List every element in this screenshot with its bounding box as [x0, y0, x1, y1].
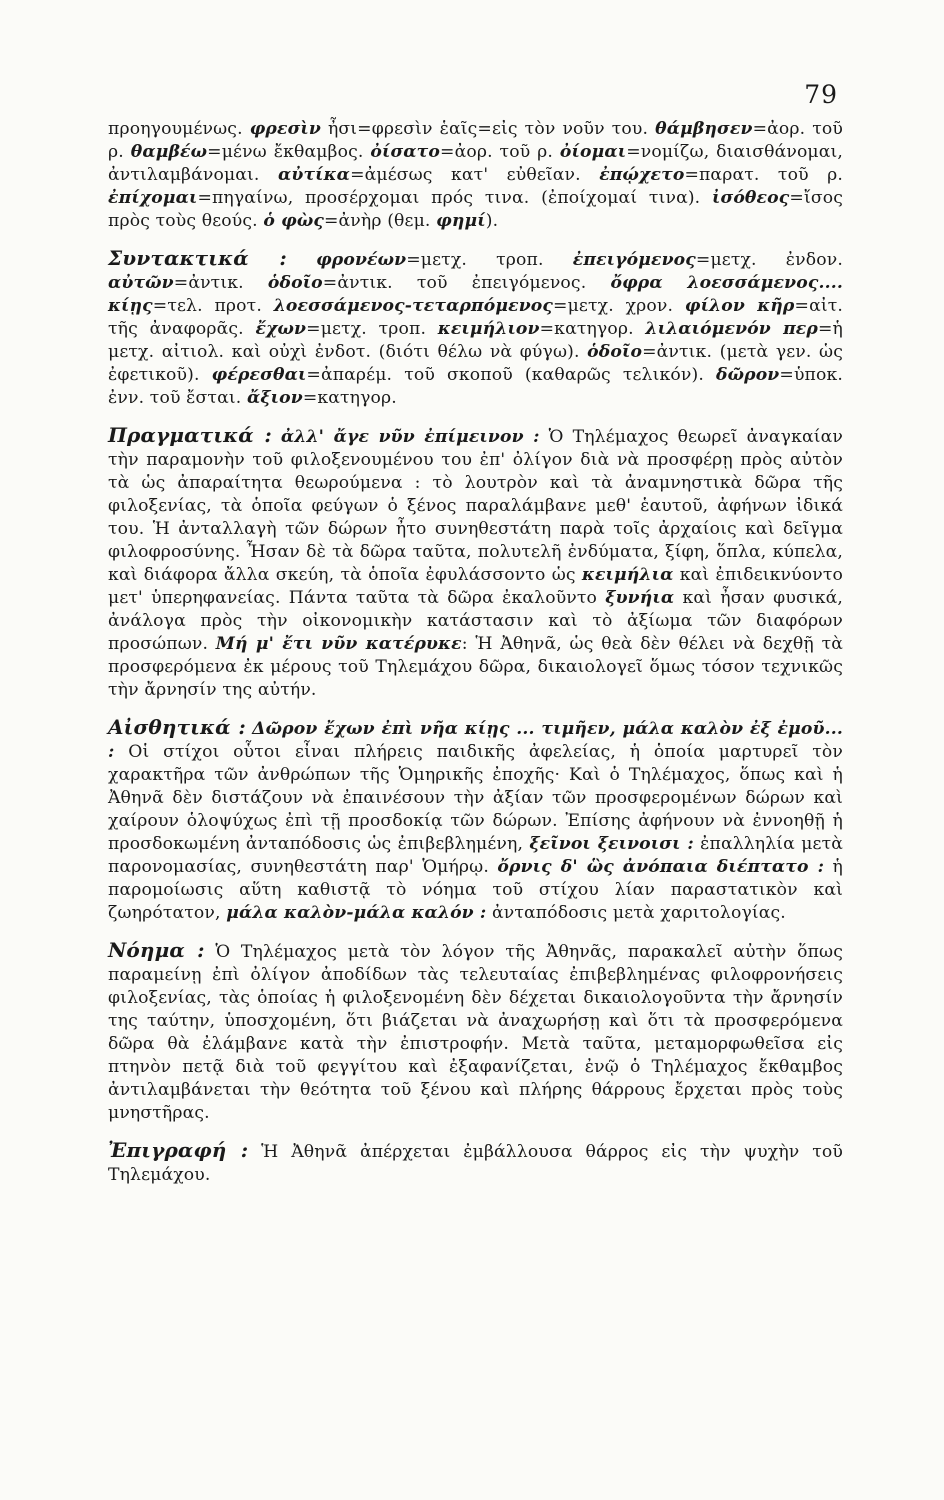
syntax-text: =μετχ. χρον. — [553, 296, 685, 316]
aesthetics-section — [108, 716, 843, 925]
syntax-term: ἐπειγόμενος — [572, 250, 696, 270]
realia-text — [272, 427, 281, 447]
realia-text: καὶ ἦσαν φυσικά, ἀνάλογα πρὸς τὴν οἰκονομικὴν κατάστασιν καὶ τὸ ἀξίωμα τῶν διαφόρων προσώπων. — [108, 588, 843, 654]
glossary-text: ἦσι=φρεσὶν ἑαῖς=εἰς τὸν νοῦν του. — [320, 119, 656, 139]
syntax-heading: Συντακτικά : — [108, 246, 287, 270]
meaning-text: Ὁ Τηλέμαχος μετὰ τὸν λόγον τῆς Ἀθηνᾶς, παρακαλεῖ αὐτὴν ὅπως παραμείνῃ ἐπὶ ὀλίγον ἀποδίδων τὰς τελευταίας ἐπιβεβλημένας φιλοφρονήσεις φιλοξενίας, τὰς ὁποίας ἡ φιλοξενομένη δὲν δέχεται δικαιολογοῦντα τὴν ἄρνησίν της ταύτην, ὑποσχομένη, ὅτι βιάζεται νὰ ἀναχωρήσῃ καὶ ὅτι τὰ προσφερόμενα δῶρα θὰ ἐλάμβανε κατὰ τὴν ἐπιστροφήν. Μετὰ ταῦτα, μεταμορφωθεῖσα εἰς πτηνὸν πετᾷ διὰ τοῦ φεγγίτου καὶ ἐξαφανίζεται, ἐνῷ ὁ Τηλέμαχος ἔκθαμβος ἀντιλαμβάνεται τὴν θεότητα τοῦ ξένου καὶ πλήρης θάρρους ἔρχεται πρὸς τοὺς μνηστῆρας. — [108, 942, 843, 1123]
syntax-text: =ἀντικ. — [173, 273, 268, 293]
aesthetics-text: ἐπαλληλία μετὰ παρονομασίας, συνηθεστάτη παρ' Ὁμήρῳ. — [108, 834, 843, 877]
glossary-term: ὁ φὼς — [263, 211, 324, 231]
syntax-section — [108, 247, 843, 410]
glossary-term: φημί — [436, 211, 486, 231]
glossary-text: =ἀνὴρ (θεμ. — [323, 211, 437, 231]
title-text: Ἡ Ἀθηνᾶ ἀπέρχεται ἐμβάλλουσα θάρρος εἰς τὴν ψυχὴν τοῦ Τηλεμάχου. — [108, 1142, 843, 1185]
glossary-term: θάμβησεν — [655, 119, 753, 139]
syntax-text: =μετχ. τροπ. — [406, 250, 573, 270]
syntax-term: φρονέων — [316, 250, 407, 270]
glossary-text: =νομίζω, διαισθάνομαι, ἀντιλαμβάνομαι. — [108, 142, 844, 185]
syntax-term: λοεσσάμενος-τεταρπόμενος — [273, 296, 554, 316]
glossary-text: =μένω ἔκθαμβος. — [207, 142, 371, 162]
syntax-term: ἄξιον — [246, 388, 303, 408]
syntax-term: κίῃς — [108, 296, 153, 316]
glossary-text: =παρατ. τοῦ ρ. — [684, 165, 844, 185]
syntax-text: =ἡ μετχ. αἰτιολ. καὶ οὐχὶ ἐνδοτ. (διότι θέλω νὰ φύγω). — [108, 319, 843, 362]
glossary-term: θαμβέω — [130, 142, 208, 162]
aesthetics-phrase: ξεῖνοι ξεινοισι : — [529, 834, 694, 854]
realia-section — [108, 424, 843, 702]
glossary-text: =ἀορ. τοῦ ρ. — [108, 119, 843, 162]
syntax-text: =μετχ. ἐνδον. — [695, 250, 843, 270]
realia-phrase: κειμήλια — [581, 565, 674, 585]
aesthetics-text: ἀνταπόδοσις μετὰ χαριτολογίας. — [486, 903, 786, 923]
syntax-term: δῶρον — [715, 365, 780, 385]
realia-phrase: ἀλλ' ἄγε νῦν ἐπίμεινον : — [280, 427, 540, 447]
page-number: 79 — [804, 80, 838, 109]
aesthetics-phrase: ὄρνις δ' ὣς ἀνόπαια διέπτατο : — [497, 857, 825, 877]
syntax-term: κειμήλιον — [437, 319, 540, 339]
syntax-term: ὁδοῖο — [267, 273, 323, 293]
syntax-text: =ἀντικ. τοῦ ἐπειγόμενος. — [322, 273, 611, 293]
glossary-paragraph — [108, 118, 843, 233]
syntax-term: ὁδοῖο — [587, 342, 643, 362]
glossary-text: προηγουμένως. — [108, 119, 250, 139]
glossary-text: =ἴσος πρὸς τοὺς θεούς. — [108, 188, 843, 231]
realia-phrase: Μή μ' ἔτι νῦν κατέρυκε — [215, 634, 462, 654]
syntax-text: =αἰτ. τῆς ἀναφορᾶς. — [108, 296, 843, 339]
title-heading: Ἐπιγραφή : — [108, 1138, 249, 1162]
syntax-text: =κατηγορ. — [302, 388, 397, 408]
realia-heading: Πραγματικά : — [108, 423, 272, 447]
realia-text: καὶ ἐπιδεικνύοντο μετ' ὑπερηφανείας. Πάντα ταῦτα τὰ δῶρα ἐκαλοῦντο — [108, 565, 843, 608]
aesthetics-heading: Αἰσθητικά : — [108, 715, 246, 739]
glossary-term: φρεσὶν — [249, 119, 321, 139]
realia-text: Ὁ Τηλέμαχος θεωρεῖ ἀναγκαίαν τὴν παραμονὴν τοῦ φιλοξενουμένου του ἐπ' ὀλίγον διὰ νὰ προσφέρῃ πρὸς αὐτὸν τὰ ὡς ἀπαραίτητα θεωρούμενα : τὸ λουτρὸν καὶ τὰ ἀναμνηστικὰ δῶρα τῆς φιλοξενίας, τὰ ὁποῖα φεύγων ὁ ξένος παραλάμβανε μεθ' ἑαυτοῦ, ἀφήνων ἰδικά του. Ἡ ἀνταλλαγὴ τῶν δώρων ἦτο συνηθεστάτη παρὰ τοῖς ἀρχαίοις καὶ δεῖγμα φιλοφροσύνης. Ἦσαν δὲ τὰ δῶρα ταῦτα, πολυτελῆ ἐνδύματα, ξίφη, ὅπλα, κύπελα, καὶ διάφορα ἄλλα σκεύη, τὰ ὁποῖα ἐφυλάσσοντο ὡς — [108, 427, 844, 585]
aesthetics-text: ἡ παρομοίωσις αὕτη καθιστᾷ τὸ νόημα τοῦ στίχου λίαν παραστατικὸν καὶ ζωηρότατον, — [108, 857, 843, 923]
syntax-term: φέρεσθαι — [211, 365, 307, 385]
realia-text: : Ἡ Ἀθηνᾶ, ὡς θεὰ δὲν θέλει νὰ δεχθῇ τὰ προσφερόμενα ἐκ μέρους τοῦ Τηλεμάχου δῶρα, δικαιολογεῖ ὅμως τόσον τεχνικῶς τὴν ἄρνησίν της αὐτήν. — [108, 634, 844, 700]
realia-phrase: ξυνήια — [605, 588, 675, 608]
meaning-section — [108, 939, 843, 1125]
syntax-term: φίλον κῆρ — [684, 296, 795, 316]
syntax-term: λιλαιόμενόν περ — [645, 319, 818, 339]
glossary-term: ὀίσατο — [370, 142, 441, 162]
glossary-term: αὐτίκα — [278, 165, 351, 185]
glossary-term: ἐπίχομαι — [108, 188, 198, 208]
glossary-term: ἰσόθεος — [712, 188, 790, 208]
syntax-text: =τελ. προτ. — [152, 296, 274, 316]
glossary-text: =ἀμέσως κατ' εὐθεῖαν. — [350, 165, 600, 185]
glossary-text: ). — [485, 211, 499, 231]
page-body — [108, 118, 843, 1187]
syntax-term: ὄφρα λοεσσάμενος.... — [610, 273, 843, 293]
glossary-text: =ἀορ. τοῦ ρ. — [440, 142, 560, 162]
syntax-text: =κατηγορ. — [539, 319, 646, 339]
syntax-term: ἔχων — [255, 319, 307, 339]
syntax-term: αὐτῶν — [108, 273, 174, 293]
syntax-text: =μετχ. τροπ. — [306, 319, 438, 339]
aesthetics-phrase: Δῶρον ἔχων ἐπὶ νῆα κίῃς ... τιμῆεν, μάλα καλὸν ἐξ ἐμοῦ... : — [108, 719, 843, 762]
glossary-text: =πηγαίνω, προσέρχομαι πρός τινα. (ἐποίχομαί τινα). — [197, 188, 713, 208]
title-section — [108, 1139, 843, 1187]
syntax-text: =ἀπαρέμ. τοῦ σκοποῦ (καθαρῶς τελικόν). — [306, 365, 716, 385]
aesthetics-text: Οἱ στίχοι οὗτοι εἶναι πλήρεις παιδικῆς ἀφελείας, ἡ ὁποία μαρτυρεῖ τὸν χαρακτῆρα τῶν ἀνθρώπων τῆς Ὁμηρικῆς ἐποχῆς· Καὶ ὁ Τηλέμαχος, ὅπως καὶ ἡ Ἀθηνᾶ δὲν διστάζουν νὰ ἐπαινέσουν τὴν ἀξίαν τῶν προσφερομένων δώρων καὶ χαίρουν ὁλοψύχως ἐπὶ τῇ προσδοκίᾳ τῶν δώρων. Ἐπίσης ἀφήνουν νὰ ἐννοηθῇ ἡ προσδοκωμένη ἀνταπόδοσις ὡς ἐπιβεβλημένη, — [108, 742, 843, 854]
glossary-term: ἐπῴχετο — [599, 165, 685, 185]
syntax-text: =ὑποκ. ἐνν. τοῦ ἔσται. — [108, 365, 843, 408]
aesthetics-phrase: μάλα καλὸν-μάλα καλόν : — [226, 903, 487, 923]
syntax-text — [287, 250, 316, 270]
syntax-text: =ἀντικ. (μετὰ γεν. ὡς ἐφετικοῦ). — [108, 342, 844, 385]
glossary-term: ὀίομαι — [559, 142, 627, 162]
meaning-heading: Νόημα : — [108, 938, 205, 962]
